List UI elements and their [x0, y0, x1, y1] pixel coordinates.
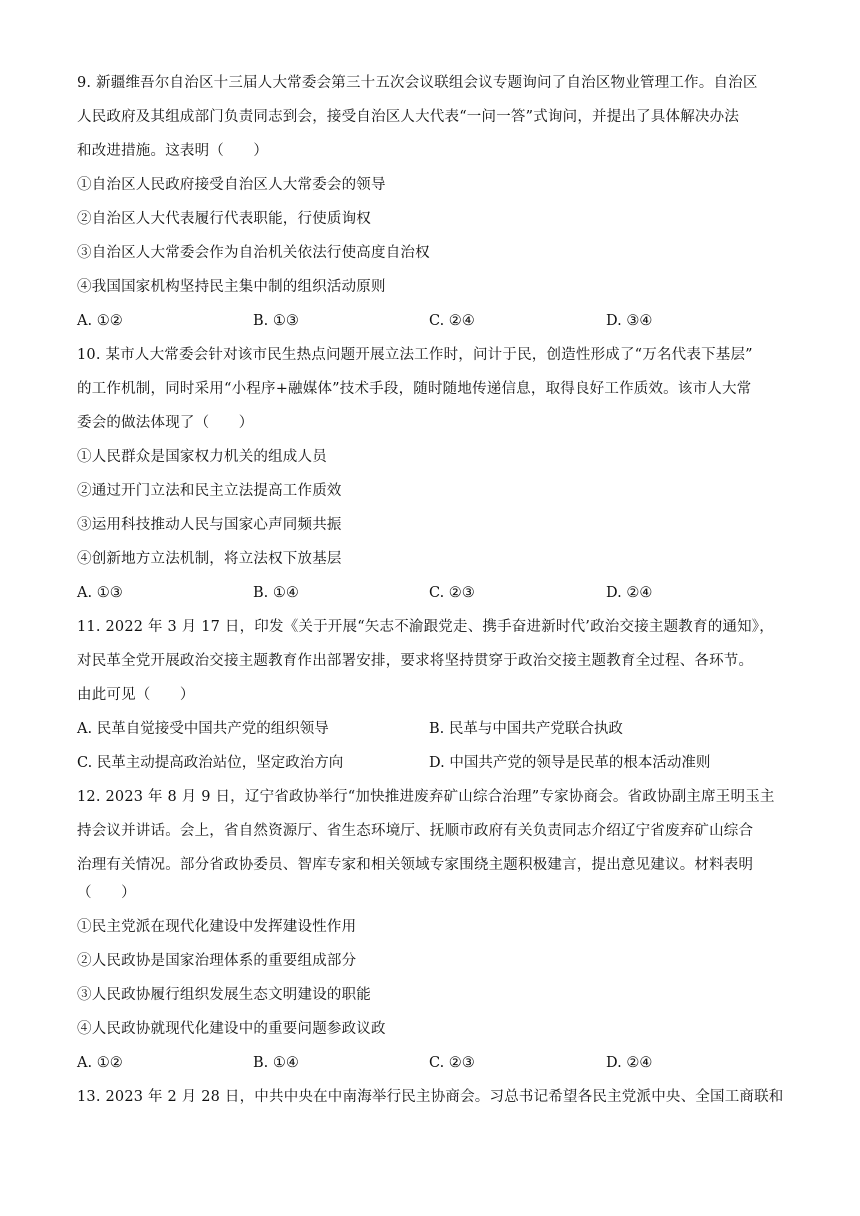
option-d: D. ③④	[606, 313, 653, 329]
question-stem-line: 12. 2023 年 8 月 9 日，辽宁省政协举行“加快推进废弃矿山综合治理”专家协商会。省政协副主席王明玉主	[77, 789, 775, 805]
question-stem-line: 10. 某市人大常委会针对该市民生热点问题开展立法工作时，问计于民，创造性形成了“万名代表下基层”	[77, 347, 753, 363]
question-stem-line: 治理有关情况。部分省政协委员、智库专家和相关领域专家围绕主题积极建言，提出意见建议。材料表明	[77, 857, 754, 873]
option-c: C. ②③	[429, 585, 475, 601]
answer-options	[77, 753, 797, 773]
question-stem-line: 由此可见（ ）	[77, 687, 195, 703]
option-d: D. 中国共产党的领导是民革的根本活动准则	[429, 755, 711, 771]
question-stem-line: 和改进措施。这表明（ ）	[77, 143, 269, 159]
option-c: C. ②④	[429, 313, 475, 329]
question-stem-line: 人民政府及其组成部门负责同志到会，接受自治区人大代表“一问一答”式询问，并提出了具体解决办法	[77, 109, 740, 125]
option-a: A. ①③	[77, 585, 123, 601]
question-stem-line: 持会议并讲话。会上，省自然资源厅、省生态环境厅、抚顺市政府有关负责同志介绍辽宁省废弃矿山综合	[77, 823, 754, 839]
statement-3: ③人民政协履行组织发展生态文明建设的职能	[77, 987, 371, 1003]
statement-1: ①民主党派在现代化建设中发挥建设性作用	[77, 919, 357, 935]
option-b: B. 民革与中国共产党联合执政	[429, 721, 623, 737]
question-stem-line: （ ）	[77, 885, 136, 901]
question-stem-line: 11. 2022 年 3 月 17 日，印发《关于开展“矢志不渝跟党走、携手奋进新时代’政治交接主题教育的通知》，	[77, 619, 774, 635]
answer-options	[77, 311, 797, 331]
option-b: B. ①③	[253, 313, 299, 329]
question-stem-line: 委会的做法体现了（ ）	[77, 415, 254, 431]
option-b: B. ①④	[253, 1055, 299, 1071]
statement-2: ②通过开门立法和民主立法提高工作质效	[77, 483, 342, 499]
option-c: C. 民革主动提高政治站位，坚定政治方向	[77, 755, 344, 771]
option-b: B. ①④	[253, 585, 299, 601]
answer-options	[77, 719, 797, 739]
question-stem-line: 9. 新疆维吾尔自治区十三届人大常委会第三十五次会议联组会议专题询问了自治区物业管理工作。自治区	[77, 75, 758, 91]
answer-options	[77, 1053, 797, 1073]
option-c: C. ②③	[429, 1055, 475, 1071]
statement-3: ③自治区人大常委会作为自治机关依法行使高度自治权	[77, 245, 430, 261]
answer-options	[77, 583, 797, 603]
question-stem-line: 对民革全党开展政治交接主题教育作出部署安排，要求将坚持贯穿于政治交接主题教育全过程、各环节。	[77, 653, 754, 669]
option-d: D. ②④	[606, 585, 653, 601]
statement-2: ②人民政协是国家治理体系的重要组成部分	[77, 953, 357, 969]
statement-1: ①人民群众是国家权力机关的组成人员	[77, 449, 327, 465]
question-stem-line: 13. 2023 年 2 月 28 日，中共中央在中南海举行民主协商会。习总书记希望各民主党派中央、全国工商联和	[77, 1089, 784, 1105]
statement-4: ④我国国家机构坚持民主集中制的组织活动原则	[77, 279, 386, 295]
statement-2: ②自治区人大代表履行代表职能，行使质询权	[77, 211, 371, 227]
option-a: A. ①②	[77, 1055, 123, 1071]
question-stem-line: 的工作机制，同时采用“小程序+融媒体”技术手段，随时随地传递信息，取得良好工作质效。该市人大常	[77, 381, 752, 397]
statement-4: ④创新地方立法机制，将立法权下放基层	[77, 551, 342, 567]
statement-1: ①自治区人民政府接受自治区人大常委会的领导	[77, 177, 386, 193]
option-a: A. 民革自觉接受中国共产党的组织领导	[77, 721, 329, 737]
statement-4: ④人民政协就现代化建设中的重要问题参政议政	[77, 1021, 386, 1037]
option-d: D. ②④	[606, 1055, 653, 1071]
option-a: A. ①②	[77, 313, 123, 329]
statement-3: ③运用科技推动人民与国家心声同频共振	[77, 517, 342, 533]
